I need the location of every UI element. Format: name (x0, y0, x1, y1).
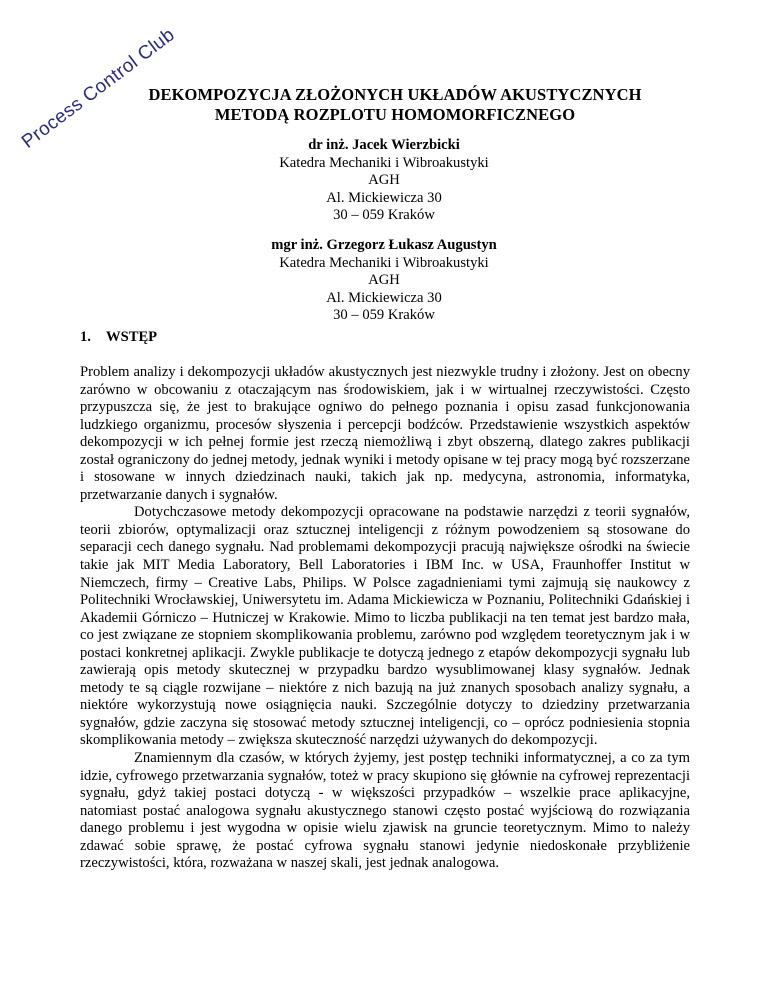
author-city: 30 – 059 Kraków (333, 207, 435, 223)
paragraph: Znamiennym dla czasów, w których żyjemy, jest postęp techniki informatycznej, a co za tym idzie, cyfrowego przetwarzania sygnałów, toteż w pracy skupiono się głównie na cyfrowej reprezentacji sygnału, gdyż takiej postaci dotyczą - w większości przypadków – wszelkie prace aplikacyjne, natomiast postać analogowa sygnału akustycznego stanowi często postać wyjściową do rozwiązania danego problemu i jest wygodna w opisie wielu zjawisk na gruncie teoretycznym. Mimo to należy zdawać sobie sprawę, że postać cyfrowa sygnału stanowi jedynie niedoskonałe przybliżenie rzeczywistości, która, rozważana w naszej skali, jest jednak analogowa. (80, 750, 690, 872)
author-street: Al. Mickiewicza 30 (326, 189, 442, 206)
author-block-1 (180, 137, 588, 225)
author-block-2 (180, 237, 588, 325)
author-street: Al. Mickiewicza 30 (326, 289, 442, 306)
section-title: WSTĘP (106, 329, 158, 345)
author-name: dr inż. Jacek Wierzbicki (308, 137, 460, 153)
watermark: Process Control Club (18, 24, 179, 153)
paper-title-line-1: DEKOMPOZYCJA ZŁOŻONYCH UKŁADÓW AKUSTYCZNYCH (148, 85, 642, 104)
author-institution: AGH (368, 272, 400, 288)
paragraph: Problem analizy i dekompozycji układów akustycznych jest niezwykle trudny i złożony. Jest on obecny zarówno w obcowaniu z otaczającym nas środowiskiem, jak i w wirtualnej rzeczywistości. Często przypuszcza się, że jest to brakujące ogniwo do pełnego poznania i opisu zasad funkcjonowania ludzkiego organizmu, procesów słyszenia i percepcji bodźców. Przedstawienie wszystkich aspektów dekompozycji w ich pełnej formie jest rzeczą niemożliwą i zbyt obszerną, dlatego zakres publikacji został ograniczony do jednej metody, jednak wyniki i metody opisane w tej pracy mogą być rozszerzane i stosowane w innych dziedzinach nauki, takich jak np. medycyna, astronomia, informatyka, przetwarzanie danych i sygnałów. (80, 364, 690, 503)
section-heading (80, 329, 157, 346)
author-city: 30 – 059 Kraków (333, 307, 435, 323)
author-affiliation: Katedra Mechaniki i Wibroakustyki (279, 154, 489, 171)
author-name: mgr inż. Grzegorz Łukasz Augustyn (271, 237, 497, 253)
author-institution: AGH (368, 172, 400, 188)
paragraph: Dotychczasowe metody dekompozycji opracowane na podstawie narzędzi z teorii sygnałów, teorii zbiorów, optymalizacji oraz sztucznej inteligencji z różnym powodzeniem są stosowane do separacji cech danego sygnału. Nad problemami dekompozycji pracują największe ośrodki na świecie takie jak MIT Media Laboratory, Bell Laboratories i IBM Inc. w USA, Fraunhoffer Institut w Niemczech, firmy – Creative Labs, Philips. W Polsce zagadnieniami tymi zajmują się naukowcy z Politechniki Wrocławskiej, Uniwersytetu im. Adama Mickiewicza w Poznaniu, Politechniki Gdańskiej i Akademii Górniczo – Hutniczej w Krakowie. Mimo to liczba publikacji na ten temat jest bardzo mała, co jest związane ze stopniem skomplikowania problemu, zarówno pod względem teoretycznym jak i w postaci konkretnej aplikacji. Zwykle publikacje te dotyczą jednego z etapów dekompozycji sygnału lub zawierają opis metody skutecznej w przypadku bardzo wysublimowanej klasy sygnałów. Jednak metody te są ciągle rozwijane – niektóre z nich bazują na już znanych sposobach analizy sygnału, a niektóre wykorzystują nowe osiągnięcia nauki. Szczególnie dotyczy to dziedziny przetwarzania sygnałów, gdzie zaczyna się stosować metody sztucznej inteligencji, co – oprócz podniesienia stopnia skomplikowania metody – zwiększa skuteczność narzędzi używanych do dekompozycji. (80, 504, 690, 749)
paper-title-line-2: METODĄ ROZPLOTU HOMOMORFICZNEGO (214, 105, 576, 124)
section-number: 1. (80, 329, 91, 345)
author-affiliation: Katedra Mechaniki i Wibroakustyki (279, 254, 489, 271)
body-text (80, 364, 690, 873)
paper-title (100, 85, 690, 125)
